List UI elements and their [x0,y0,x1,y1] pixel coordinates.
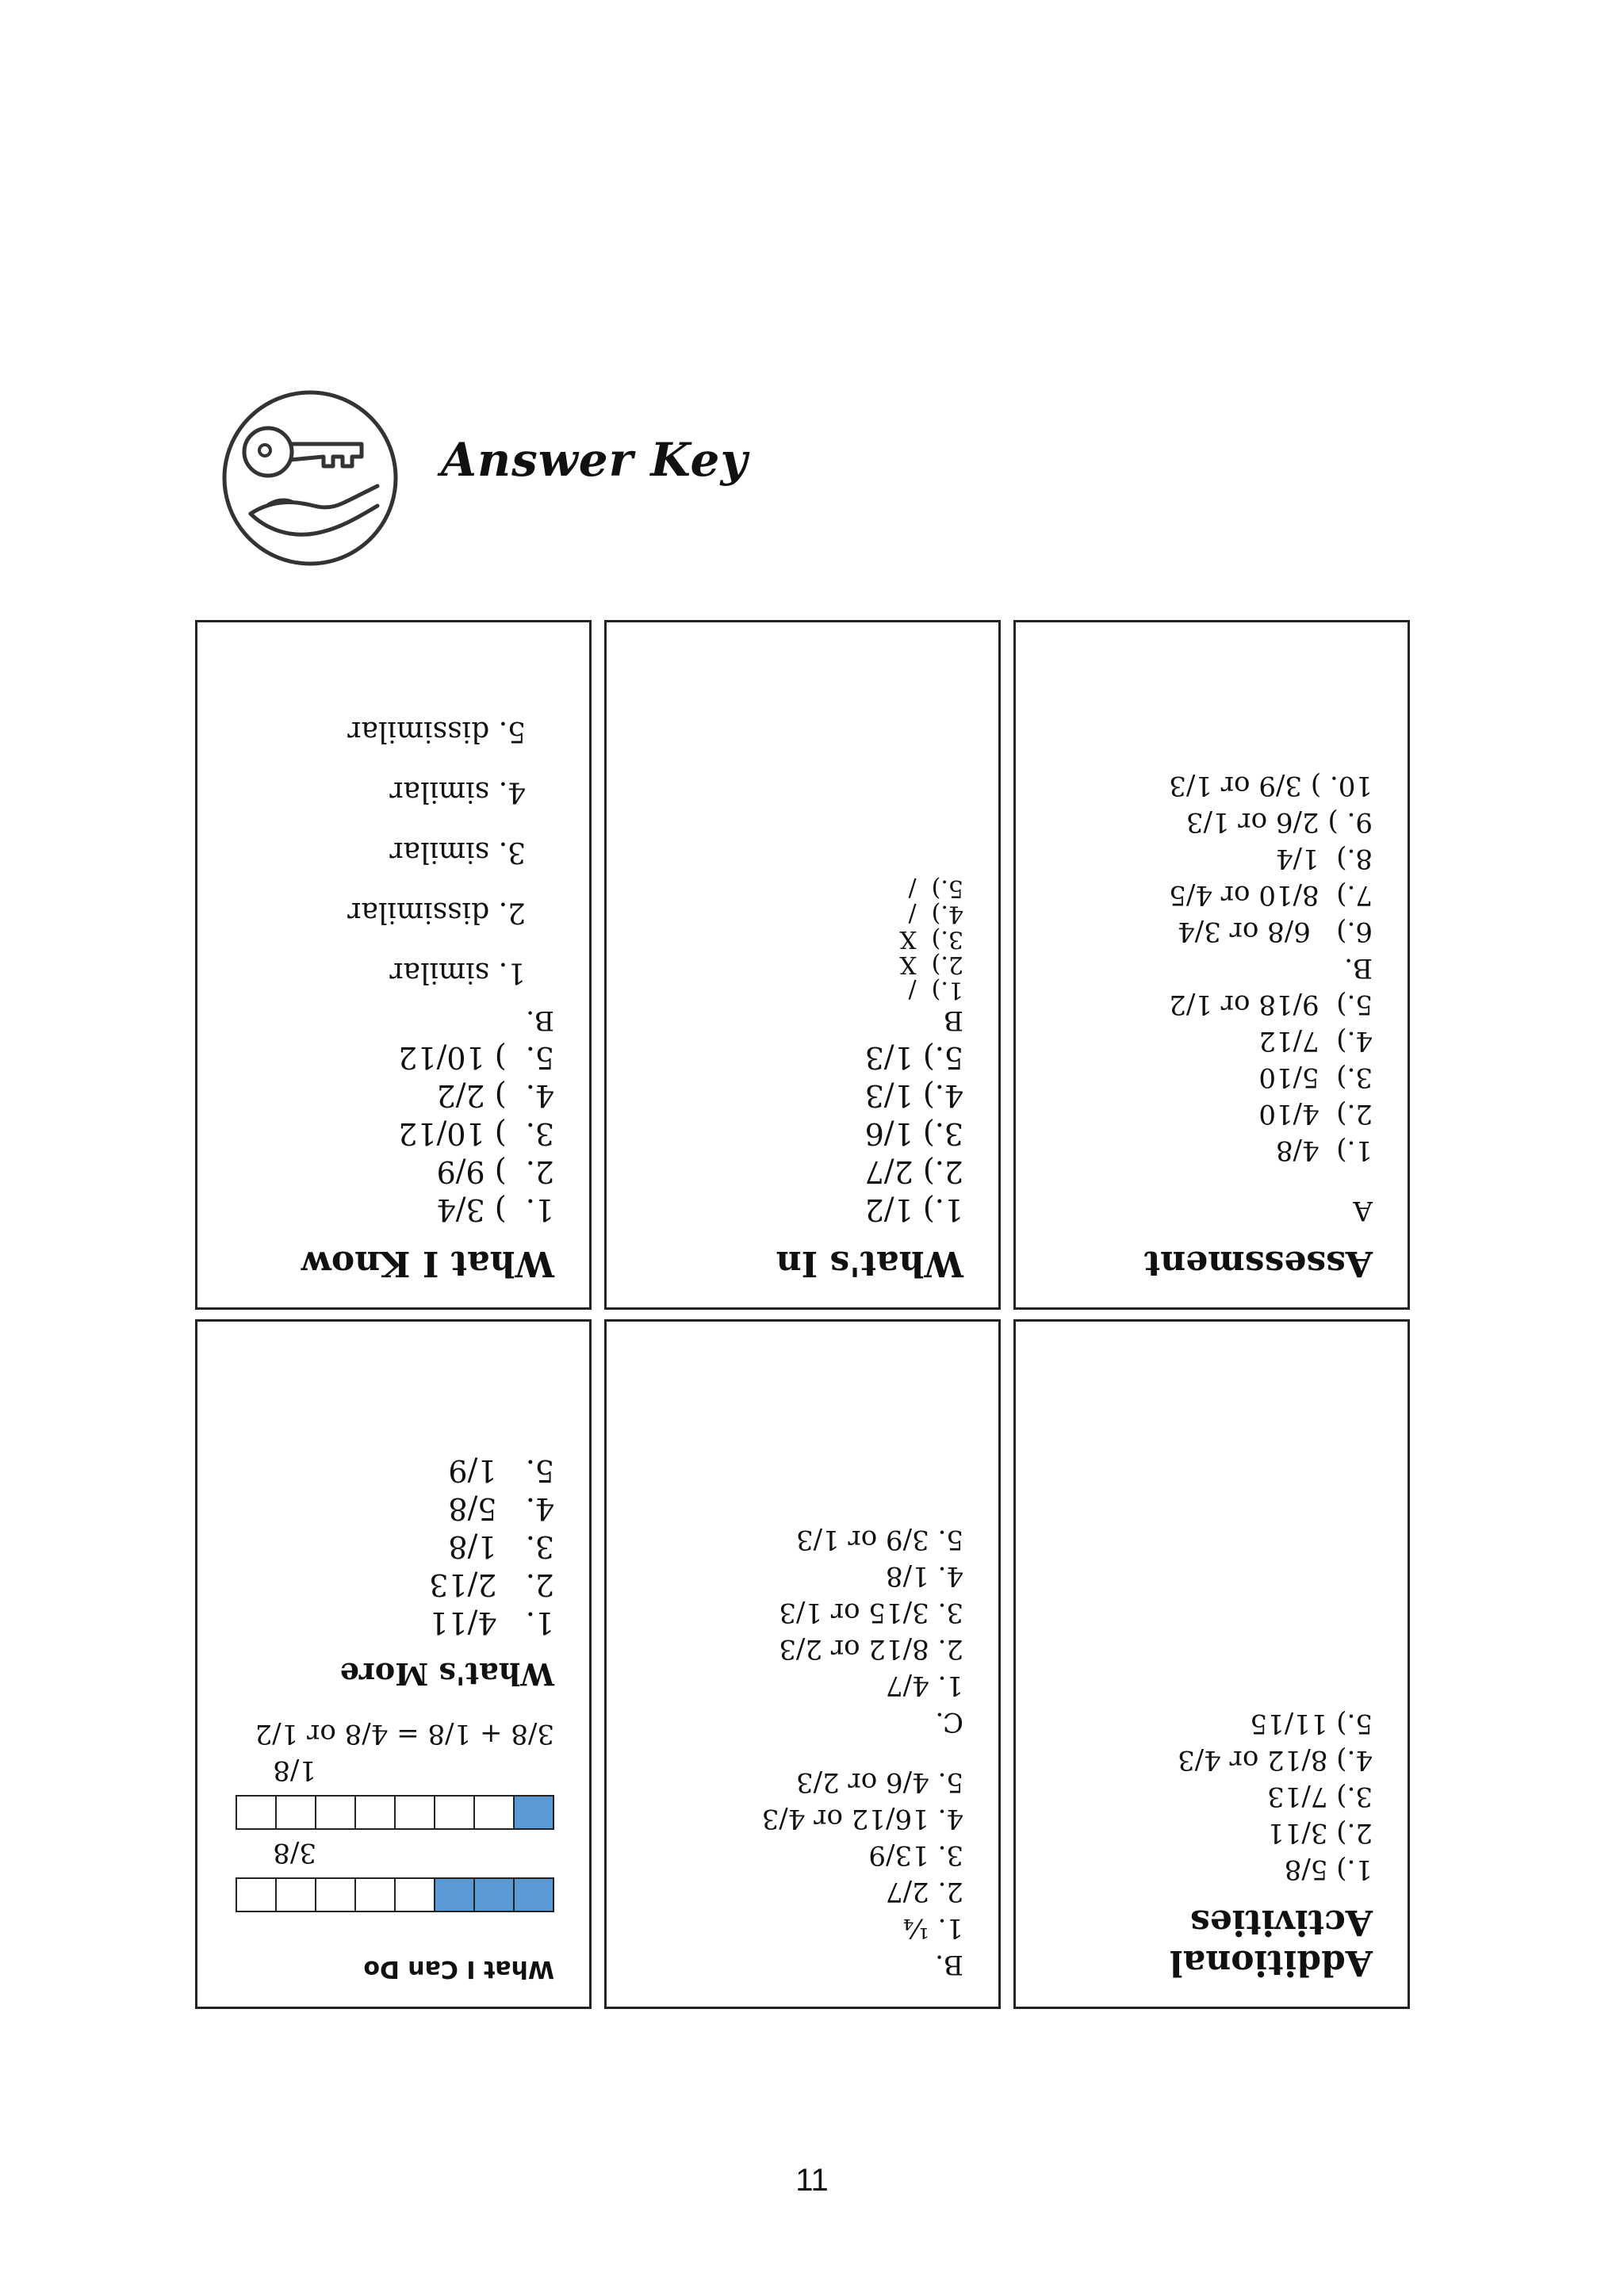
list-item: 3. 3/15 or 1/3 [779,1597,963,1628]
section-label: B. [1344,952,1373,984]
list-item: 7.) 8/10 or 4/5 [1169,879,1373,911]
bar-cell [275,1877,316,1912]
list-item: 1. similar [389,956,526,989]
section-label: B [944,1004,963,1036]
section-label: B. [935,1949,963,1980]
list-item: 2. 2/13 [429,1567,554,1602]
assessment-title: Assessment [1143,1243,1373,1284]
list-item: 4. similar [389,775,526,808]
list-item: 4. ) 2/2 [436,1078,554,1113]
bar-label: 1/8 [273,1755,316,1786]
hand-holding-key-icon [219,387,401,569]
page-title: Answer Key [441,433,749,487]
equation: 3/8 + 1/8 = 4/8 or 1/2 [255,1718,554,1750]
what-i-know-box [195,620,592,1310]
list-item: 3. 13/9 [868,1839,963,1871]
list-item: 1. ¼ [902,1912,963,1944]
assessment-box [1013,620,1410,1310]
bar-cell [315,1877,356,1912]
additional-title-line1: Additional [1170,1942,1373,1983]
additional-title-line2: Activities [1189,1902,1373,1942]
list-item: 4. 16/12 or 4/3 [761,1803,963,1835]
list-item: 5. 1/9 [448,1453,554,1488]
list-item: 5. 3/9 or 1/3 [795,1524,963,1556]
list-item: 4.) / [908,900,963,928]
bar-cell [354,1877,396,1912]
list-item: 6.) 6/8 or 3/4 [1178,916,1373,947]
list-item: 5.) / [908,874,963,902]
list-item: 1. 4/11 [429,1605,554,1640]
list-item: 1.) 4/8 [1275,1135,1373,1166]
section-label: B. [526,1004,554,1036]
list-item: 4. 5/8 [448,1491,554,1526]
list-item: 5. dissimilar [347,715,526,748]
bar-cell [513,1877,554,1912]
what-i-can-do-box [195,1319,592,2009]
list-item: 3. 1/8 [448,1529,554,1564]
list-item: 2.) 4/10 [1258,1098,1373,1130]
whats-in-box [604,620,1001,1310]
list-item: 5.) 9/18 or 1/2 [1169,989,1373,1020]
list-item: 1.) 5/8 [1284,1854,1373,1885]
page-number: 11 [795,2163,829,2198]
whats-in-title: What's In [776,1243,963,1284]
list-item: 3.) 7/13 [1267,1781,1373,1812]
list-item: 5.) 1/3 [864,1040,963,1075]
list-item: 1. ) 3/4 [436,1192,554,1227]
bar-cell [354,1795,396,1830]
section-label: C. [935,1706,963,1738]
bar-cell [275,1795,316,1830]
list-item: 3.) 5/10 [1258,1062,1373,1093]
list-item: 3. similar [389,836,526,868]
bar-cell [513,1795,554,1830]
list-item: 5.) 11/15 [1250,1708,1373,1739]
list-item: 3.) X [899,925,963,953]
what-i-can-do-title: What I Can Do [363,1955,554,1983]
list-item: 5. ) 10/12 [398,1040,554,1075]
list-item: 2. dissimilar [347,896,526,928]
list-item: 1.) / [908,976,963,1004]
list-item: 1.) 1/2 [864,1192,963,1227]
bar-label: 3/8 [273,1837,316,1869]
list-item: 2. 2/7 [886,1876,963,1908]
bar-cell [394,1795,435,1830]
list-item: 4.) 7/12 [1258,1025,1373,1057]
whats-more-title: What's More [339,1656,554,1692]
bar-cell [236,1795,277,1830]
list-item: 2.) X [899,951,963,978]
list-item: 3.) 1/6 [864,1116,963,1151]
bar-cell [434,1795,475,1830]
practice-answers-box [604,1319,1001,2009]
list-item: 1. 4/7 [886,1670,963,1701]
list-item: 3. ) 10/12 [398,1116,554,1151]
list-item: 5. 4/6 or 2/3 [795,1766,963,1798]
bar-cell [394,1877,435,1912]
section-label: A [1353,1195,1373,1226]
list-item: 9. ) 2/6 or 1/3 [1185,806,1373,838]
list-item: 2.) 2/7 [864,1154,963,1189]
answer-key-header [219,387,774,569]
list-item: 2. ) 9/9 [436,1154,554,1189]
list-item: 10. ) 3/9 or 1/3 [1169,770,1373,802]
bar-cell [236,1877,277,1912]
list-item: 4. 1/8 [886,1560,963,1592]
bar-cell [315,1795,356,1830]
bar-cell [434,1877,475,1912]
list-item: 2.) 3/11 [1267,1817,1373,1849]
list-item: 8.) 1/4 [1275,843,1373,874]
fraction-bar-3-8 [232,1877,554,1912]
additional-activities-box [1013,1319,1410,2009]
bar-cell [473,1795,515,1830]
list-item: 4.) 1/3 [864,1078,963,1113]
bar-cell [473,1877,515,1912]
what-i-know-title: What I Know [301,1243,554,1284]
list-item: 4.) 8/12 or 4/3 [1178,1744,1373,1776]
list-item: 2. 8/12 or 2/3 [779,1633,963,1665]
fraction-bar-1-8 [232,1795,554,1830]
